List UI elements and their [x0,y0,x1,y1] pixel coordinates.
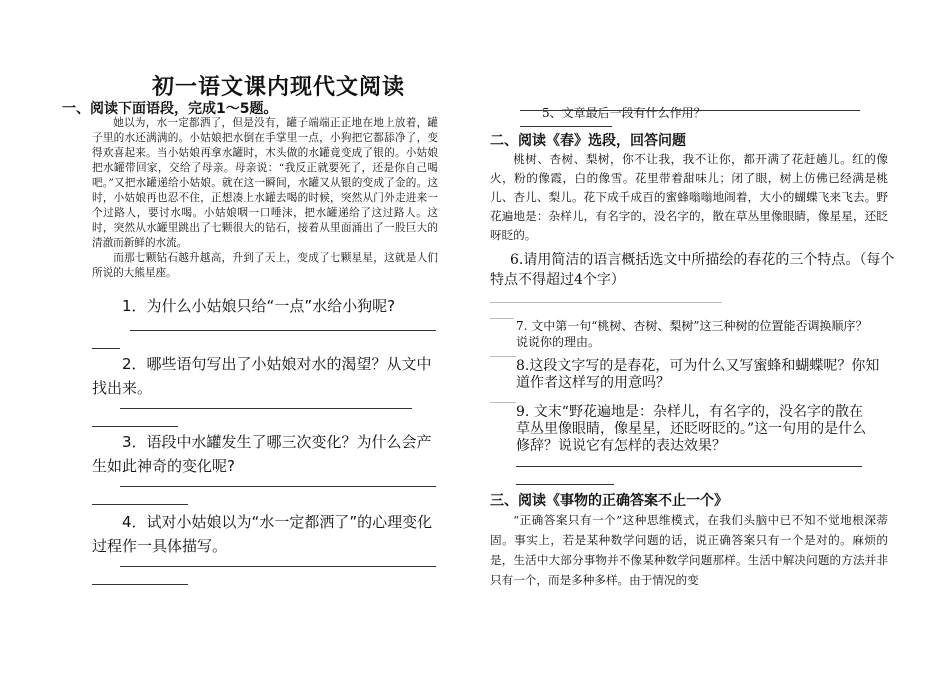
section2-heading: 二、阅读《春》选段，回答问题 [490,133,686,149]
question-7: 7. 文中第一句“桃树、杏树、梨树”这三种树的位置能否调换顺序？说说你的理由。 [516,319,868,349]
answer-line-7[interactable] [490,356,516,357]
section3-heading: 三、阅读《事物的正确答案不止一个》 [490,493,728,509]
question-5: 5、文章最后一段有什么作用？ [542,106,706,120]
answer-line-1[interactable] [130,330,436,331]
question-4: 4．试对小姑娘以为“水一定都洒了”的心理变化过程作一具体描写。 [92,513,433,555]
passage-paragraph-1: 她以为，水一定都洒了，但是没有，罐子端端正正地在地上放着，罐子里的水还满满的。小姑娘把水倒在手掌里一点，小狗把它都舔净了，变得欢喜起来。当小姑娘再拿水罐时，木头做的水罐竟变成了银的。小姑娘把水罐带回家，交给了母亲。母亲说：“我反正就要死了，还是你自己喝吧。”又把水罐递给小姑娘。就在这一瞬间，水罐又从银的变成了金的。这时，小姑娘再也忍不住，正想凑上水罐去喝的时候，突然从门外走进来一个过路人，要讨水喝。小姑娘咽一口唾沫，把水罐递给了这过路人。这时，突然从水罐里跳出了七颗很大的钻石，接着从里面涌出了一股巨大的清澈而新鲜的水流。 [92,117,438,249]
question-2: 2．哪些语句写出了小姑娘对水的渴望？从文中找出来。 [92,355,432,397]
answer-line-3[interactable] [120,486,436,487]
answer-line-5b[interactable] [520,126,612,127]
answer-line-2b[interactable] [92,426,178,427]
answer-line-7a[interactable] [490,318,514,319]
answer-line-4[interactable] [120,566,436,567]
question-8: 8.这段文字写的是春花，可为什么又写蜜蜂和蝴蝶呢？你知道作者这样写的用意吗？ [516,358,880,391]
question-3: 3．语段中水罐发生了哪三次变化？为什么会产生如此神奇的变化呢? [92,433,432,475]
page-title: 初一语文课内现代文阅读 [152,74,406,100]
answer-line-6[interactable] [490,302,722,303]
question-9: 9. 文末“野花遍地是：杂样儿，有名字的，没名字的散在草丛里像眼睛，像星星，还眨呀眨的。”这一句用的是什么修辞？说说它有怎样的表达效果？ [516,404,867,454]
question-6: 6.请用简洁的语言概括选文中所描绘的春花的三个特点。（每个特点不得超过4个字） [490,252,895,288]
answer-line-4b[interactable] [92,584,188,585]
answer-line-5[interactable] [520,110,860,111]
section1-heading: 一、阅读下面语段，完成1～5题。 [62,101,278,117]
section2-passage: 桃树、杏树、梨树，你不让我，我不让你，都开满了花赶趟儿。红的像火，粉的像霞，白的像雪。花里带着甜味儿；闭了眼，树上仿佛已经满是桃儿、杏儿、梨儿。花下成千成百的蜜蜂嗡嗡地闹着，大小的蝴蝶飞来飞去。野花遍地是：杂样儿，有名字的，没名字的，散在草丛里像眼睛，像星星，还眨呀眨的。 [490,152,888,242]
answer-line-9b[interactable] [516,484,614,485]
passage-paragraph-2: 而那七颗钻石越升越高，升到了天上，变成了七颗星星，这就是人们所说的大熊星座。 [92,252,438,279]
answer-line-3b[interactable] [92,504,188,505]
section3-passage: “正确答案只有一个”这种思维模式，在我们头脑中已不知不觉地根深蒂固。事实上，若是某种数学问题的话，说正确答案只有一个是对的。麻烦的是，生活中大部分事物并不像某种数学问题那样。生活中解决问题的方法并非只有一个，而是多种多样。由于情况的变 [490,513,888,587]
answer-line-9[interactable] [516,466,862,467]
question-1: 1．为什么小姑娘只给“一点”水给小狗呢? [122,297,396,315]
answer-line-1b[interactable] [92,348,120,349]
answer-line-8[interactable] [490,402,516,403]
answer-line-2[interactable] [120,408,412,409]
section1-passage [92,116,438,281]
